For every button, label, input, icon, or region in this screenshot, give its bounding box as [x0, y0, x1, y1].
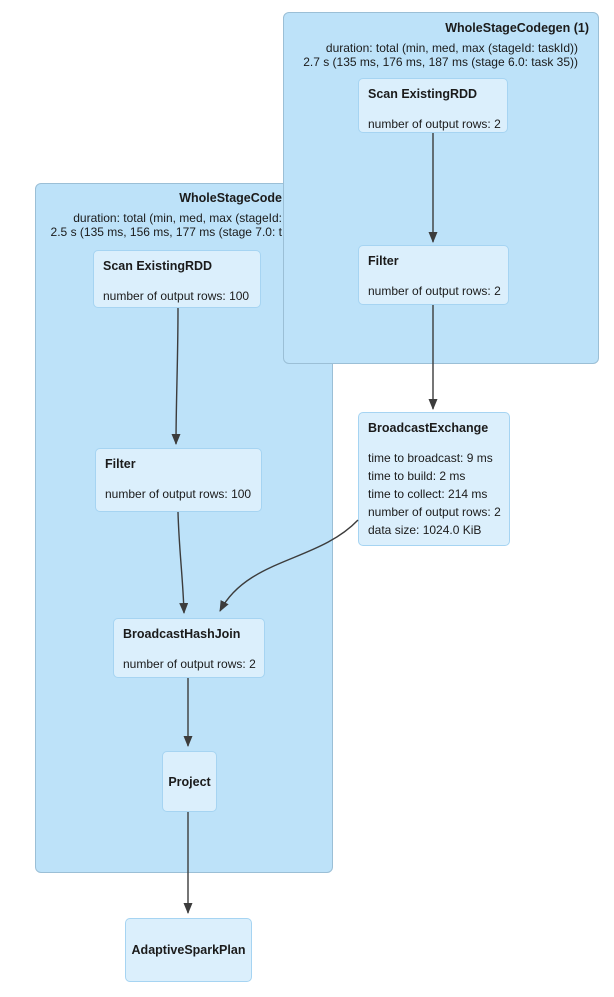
- cluster-title: WholeStageCode: [179, 191, 282, 205]
- node-scan-existingrdd-2[interactable]: [93, 250, 261, 308]
- node-filter-1[interactable]: [358, 245, 509, 305]
- node-metric: number of output rows: 2: [368, 505, 501, 519]
- node-title: BroadcastHashJoin: [123, 627, 241, 641]
- cluster-duration-label: duration: total (min, med, max (stageId: taskId)): [325, 41, 578, 55]
- cluster-wholestagecodegen-1: [283, 12, 599, 364]
- node-adaptive-spark-plan[interactable]: [125, 918, 252, 982]
- cluster-duration-label: duration: total (min, med, max (stageId:: [73, 211, 282, 225]
- node-title: BroadcastExchange: [368, 421, 489, 435]
- node-metric: time to build: 2 ms: [368, 469, 466, 483]
- node-metric: number of output rows: 2: [368, 117, 501, 131]
- cluster-title: WholeStageCodegen (1): [445, 21, 589, 35]
- node-metric: number of output rows: 100: [103, 289, 250, 303]
- node-title: Filter: [368, 254, 399, 268]
- node-title: Scan ExistingRDD: [103, 259, 213, 273]
- node-metric: time to broadcast: 9 ms: [368, 451, 493, 465]
- node-title: AdaptiveSparkPlan: [131, 943, 246, 957]
- node-title: Filter: [105, 457, 136, 471]
- node-title: Scan ExistingRDD: [368, 87, 478, 101]
- node-metric: data size: 1024.0 KiB: [368, 523, 482, 537]
- node-metric: number of output rows: 2: [123, 657, 256, 671]
- node-broadcast-hash-join[interactable]: [113, 618, 265, 678]
- node-broadcast-exchange[interactable]: [358, 412, 510, 546]
- cluster-duration-value: 2.5 s (135 ms, 156 ms, 177 ms (stage 7.0: t: [50, 224, 282, 239]
- node-filter-2[interactable]: [95, 448, 262, 512]
- cluster-duration: [51, 212, 282, 239]
- node-title: Project: [168, 774, 211, 789]
- node-project[interactable]: [162, 751, 217, 812]
- node-metric: number of output rows: 100: [105, 487, 252, 501]
- cluster-duration: [303, 42, 578, 69]
- node-scan-existingrdd-1[interactable]: [358, 78, 508, 133]
- node-metric: number of output rows: 2: [368, 284, 501, 298]
- cluster-duration-value: 2.7 s (135 ms, 176 ms, 187 ms (stage 6.0: task 35)): [303, 54, 578, 69]
- node-metric: time to collect: 214 ms: [368, 487, 488, 501]
